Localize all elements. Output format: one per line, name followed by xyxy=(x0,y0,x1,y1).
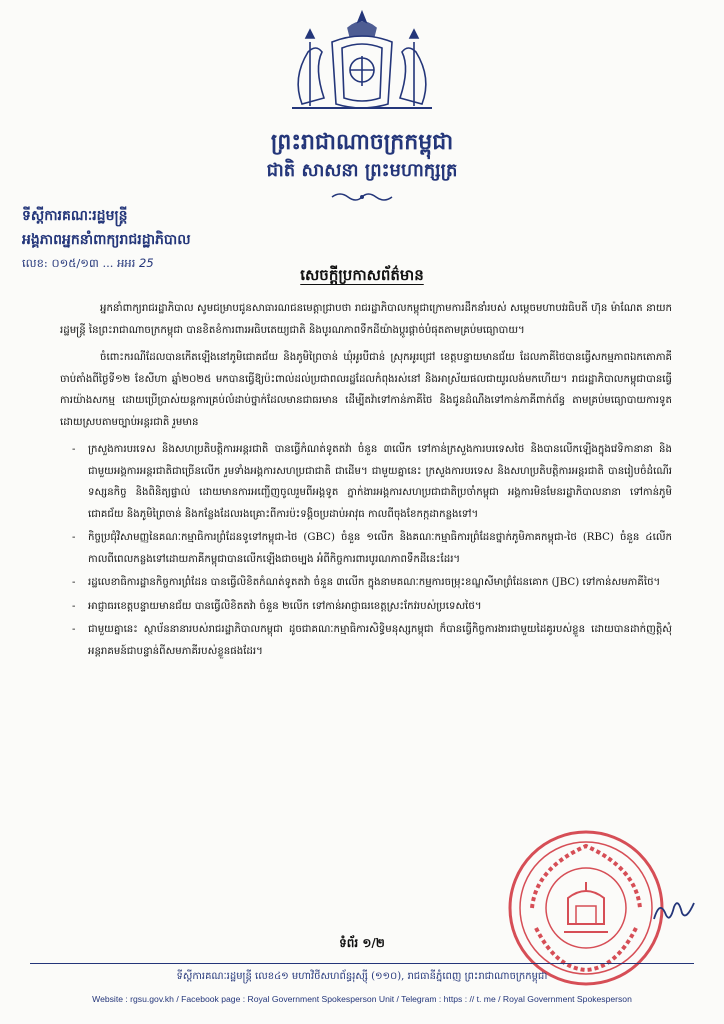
measures-list xyxy=(60,439,672,662)
footer-divider xyxy=(30,963,694,964)
reference-value: ០១៥/១៣ ... អអរ xyxy=(51,256,136,270)
document-title: សេចក្តីប្រកាសព័ត៌មាន xyxy=(300,266,424,284)
footer-address: ទីស្តីការគណៈរដ្ឋមន្ត្រី លេខ៤១ មហាវិថីសហព័ន្ធរុស្ស៊ី (១១០), រាជធានីភ្នំពេញ ព្រះរាជាណាចក្រកម្ពុជា xyxy=(176,971,548,982)
document-body xyxy=(60,298,672,664)
unit-name: អង្គភាពអ្នកនាំពាក្យរាជរដ្ឋាភិបាល xyxy=(22,232,191,248)
list-item: - ជាមួយគ្នានេះ ស្ថាប័ននានារបស់រាជរដ្ឋាភិបាលកម្ពុជា ដូចជាគណៈកម្មាធិការសិទ្ធិមនុស្សកម្ពុជា ក៏បានធ្វើកិច្ចការងារជាមួយដៃគូរបស់ខ្លួន ដោយបានដាក់ញត្តិសុំអន្តរាគមន៍ជាបន្ទាន់ពីសមភាគីរបស់ខ្លួនផងដែរ។ xyxy=(88,619,672,662)
footer-contacts: Website : rgsu.gov.kh / Facebook page : Royal Government Spokesperson Unit / Telegram : https : // t. me / Royal Government Spokesperson xyxy=(92,994,632,1004)
list-item: - កិច្ចប្រជុំវិសាមញ្ញនៃគណៈកម្មាធិការព្រំដែនទូទៅកម្ពុជា-ថៃ (GBC) ចំនួន ១លើក និងគណៈកម្មាធិការព្រំដែនថ្នាក់ភូមិភាគកម្ពុជា-ថៃ (RBC) ចំនួន ៤លើក កាលពីពេលកន្លងទៅដោយភាគីកម្ពុជាបានលើកឡើងជាចម្បង អំពីកិច្ចការពារបូរណភាពទឹកដីនេះដែរ។ xyxy=(88,527,672,570)
list-item: - អាជ្ញាធរខេត្តបន្ទាយមានជ័យ បានធ្វើលិខិតតវ៉ា ចំនួន ២លើក ទៅកាន់អាជ្ញាធរខេត្តស្រះកែវរបស់ប្រទេសថៃ។ xyxy=(88,596,672,618)
reference-handwritten: 25 xyxy=(139,256,154,270)
paragraph: អ្នកនាំពាក្យរាជរដ្ឋាភិបាល សូមជម្រាបជូនសាធារណជនមេត្តាជ្រាបថា រាជរដ្ឋាភិបាលកម្ពុជាក្រោមការដឹកនាំរបស់ សម្តេចមហាបវរធិបតី ហ៊ុន ម៉ាណែត នាយករដ្ឋមន្ត្រី នៃព្រះរាជាណាចក្រកម្ពុជា បានខិតខំការពារអធិបតេយ្យជាតិ និងបូរណភាពទឹកដីយ៉ាងប្តូរផ្តាច់បំផុតតាមគ្រប់មធ្យោបាយ។ xyxy=(60,303,672,336)
list-item: - រដ្ឋលេខាធិការដ្ឋានកិច្ចការព្រំដែន បានធ្វើលិខិតកំណត់ទូតតវ៉ា ចំនួន ៣លើក ក្នុងនាមគណៈកម្មការចម្រុះខណ្ឌសីមាព្រំដែនគោក (JBC) ទៅកាន់សមភាគីថៃ។ xyxy=(88,572,672,594)
list-item: - ក្រសួងការបរទេស និងសហប្រតិបត្តិការអន្តរជាតិ បានធ្វើកំណត់ទូតតវ៉ា ចំនួន ៣លើក ទៅកាន់ក្រសួងការបរទេសថៃ និងបានលើកឡើងក្នុងវេទិកានានា និងជាមួយអង្គការអន្តរជាតិជាច្រើនលើក រួមទាំងអង្គការសហប្រជាជាតិ ជាដើម។ ជាមួយគ្នានេះ ក្រសួងការបរទេស និងសហប្រតិបត្តិការអន្តរជាតិ បានរៀបចំដំណើរទស្សនកិច្ច និងពិនិត្យផ្ទាល់ ដោយមានការអញ្ជើញចូលរួមពីអង្គទូត ភ្នាក់ងារអង្គការសហប្រជាជាតិប្រចាំកម្ពុជា អង្គការមិនមែនរដ្ឋាភិបាលនានា ទៅកាន់ភូមិជោគជ័យ និងភូមិព្រៃចាន់ និងកន្លែងដែលរងគ្រោះពីការប៉ះទង្គិចប្រដាប់អាវុធ កាលពីចុងខែកក្កដាកន្លងទៅ។ xyxy=(88,439,672,525)
national-motto: ជាតិ សាសនា ព្រះមហាក្សត្រ xyxy=(266,160,458,181)
paragraph: ចំពោះករណីដែលបានកើតឡើងនៅភូមិជោគជ័យ និងភូមិព្រៃចាន់ ឃុំអូរបីជាន់ ស្រុកអូរជ្រៅ ខេត្តបន្ទាយមានជ័យ ដែលភាគីថៃបានធ្វើសកម្មភាពឯកតោភាគី ចាប់តាំងពីថ្ងៃទី១២ ខែសីហា ឆ្នាំ២០២៥ មកបានធ្វើឱ្យប៉ះពាល់ដល់ប្រជាពលរដ្ឋដែលកំពុងរស់នៅ និងអាស្រ័យផលជាយូរលង់មកហើយ។ រាជរដ្ឋាភិបាលកម្ពុជាបានធ្វើការយ៉ាងសកម្ម ដោយប្រើប្រាស់យន្តការគ្រប់លំដាប់ថ្នាក់ដែលមានជាធរមាន ដើម្បីតវ៉ាទៅកាន់ភាគីថៃ និងជូនដំណឹងទៅកាន់ភាគីពាក់ព័ន្ធ តាមគ្រប់មធ្យោបាយការទូតដោយស្របតាមច្បាប់អន្តរជាតិ រួមមាន xyxy=(60,352,672,428)
signature xyxy=(650,893,698,927)
official-seal-stamp xyxy=(506,828,666,988)
kingdom-heading: ព្រះរាជាណាចក្រកម្ពុជា xyxy=(270,129,454,155)
royal-coat-of-arms-emblem xyxy=(262,8,462,116)
page-number: ទំព័រ ១/២ xyxy=(339,936,385,950)
office-name: ទីស្តីការគណៈរដ្ឋមន្ត្រី xyxy=(22,208,128,224)
reference-label: លេខ: xyxy=(22,256,48,270)
ornament-divider xyxy=(330,190,394,204)
